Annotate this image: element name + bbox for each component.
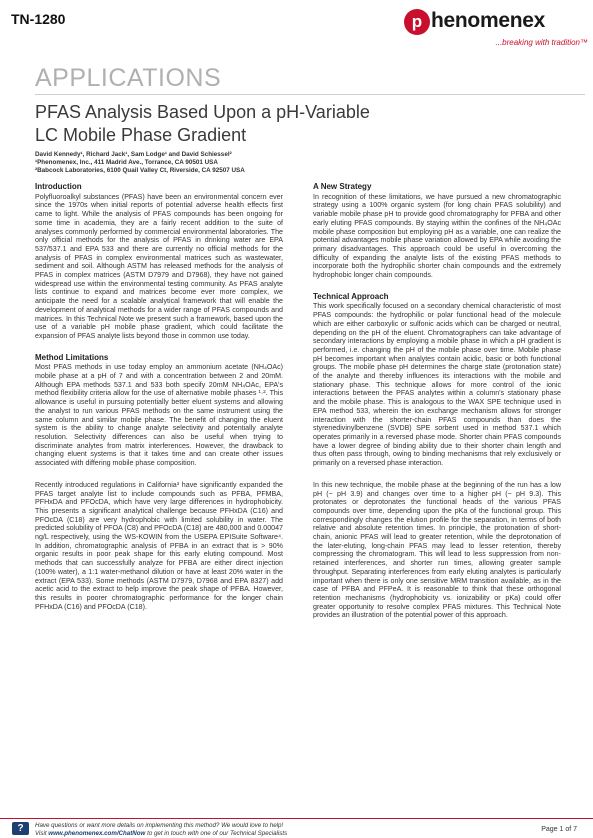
affiliation-2: ²Babcock Laboratories, 6100 Quail Valley Ct, Riverside, CA 92507 USA [35, 167, 245, 174]
title-line-2: LC Mobile Phase Gradient [35, 125, 247, 145]
chat-now-link[interactable]: www.phenomenex.com/ChatNow [48, 829, 146, 837]
strategy-heading: A New Strategy [313, 182, 372, 191]
footer-line-2-rest: to get in touch with one of our Technical Specialists [145, 829, 288, 837]
strategy-paragraph: In recognition of these limitations, we have pursued a new chromatographic strategy using a 100% organic system (for long chain PFAS solubility) and variable mobile phase pH to provide good chromatography for PFBA and other early eluting PFAS compounds. By staying within the confines of the NH₄OAc mobile phase composition but employing pH as a variable, one can realize the potential advantages mobile phase variation allowed by EPA while avoiding the primary disadvantages. This approach could be useful in overcoming the difficulty of expanding the analyte lists of the existing PFAS methods to incorporate both the hydrophilic shorter chain compounds and the extremely hydrophobic longer chain compounds. [313, 192, 561, 280]
technique-paragraph: In this new technique, the mobile phase at the beginning of the run has a low pH (~ pH 3.9) and changes over time to a higher pH (~ pH 9.3). This protonates or deprotonates the functional heads of the various PFAS compounds over time, depending upon the pKa of the functional group. This correspondingly changes the elution profile for the separation, in terms of both relative and absolute retention times. In principle, the protonation of short-chain, anionic PFAS will lead to greater retention, while the deprotonation of the later-eluting, long-chain PFAS may lead to lesser retention, thereby compressing the chromatogram. This will lead to less suppression from non-retained interferences, and shorter run times, allowing greater sample throughput. Separating interferences from early eluting analytes is particularly important when there is only one sensitive MRM transition available, as in the case of PFBA and PFPeA. It is reasonable to think that these orthogonal retention mechanisms (hydrophobicity vs. ionizability or pKa) could offer greater opportunity to resolve complex PFAS mixtures. This Technical Note provides an illustration of the potential power of this approach. [313, 480, 561, 620]
logo-mark: p [404, 9, 430, 35]
help-icon: ? [12, 822, 29, 835]
title-line-1: PFAS Analysis Based Upon a pH-Variable [35, 102, 370, 122]
page-number: Page 1 of 7 [541, 826, 577, 833]
limitations-paragraph: Most PFAS methods in use today employ an ammonium acetate (NH₄OAc) mobile phase at a pH of 7 and with a concentration between 2 and 20mM. Although EPA methods 537.1 and 533 both specify 20mM NH₄OAc, EPA's method flexibility criteria allow for the use of alternative mobile phases ¹·². This allowance is useful in pursuing potentially better eluent systems and allowing the analyst to run various PFAS methods on the same instrument using the same column and similar mobile phase. The benefit of changing the eluent system is the ability to change analyte selectivity and potentially analyte resolution. Selectivity differences can also be useful when trying to discriminate analytes from matrix interferences. However, the drawback to changing eluent systems is that it takes time and can create other issues associated with differing mobile phase composition. [35, 363, 283, 468]
doc-id: TN-1280 [11, 11, 66, 27]
phenomenex-logo[interactable] [404, 8, 590, 58]
logo-word: henomenex [431, 9, 545, 32]
footer-text [35, 822, 287, 837]
author-names: David Kennedy¹, Richard Jack¹, Sam Lodge¹ and David Schiessel² [35, 151, 232, 158]
limitations-heading: Method Limitations [35, 352, 109, 362]
california-paragraph: Recently introduced regulations in California³ have significantly expanded the PFAS target analyte list to include compounds such as PFBA, PFMBA, PFHxDA and PFOcDA, which have very large differences in hydrophobicity. This presents a significant analytical challenge because PFHxDA (C16) and PFOcDA (C18) are very hydrophobic with limited solubility in water. The predicted solubility of PFOA (C8) and PFOcDA (C18) are 480,000 and 0.00047 ng/L respectively, using the WS-KOWIN from the USEPA EPISuite Software⁴. In addition, chromatographic analysis of PFBA in an extract that is > 90% organic results in poor peak shape for this early eluting compound. Most methods that can successfully analyze for PFBA are either direct injection (100% water), a 1:1 water-methanol dilution or have at least 20% water in the extract (EPA 533). Some methods (ASTM D7979, D7968 and EPA 8327) add acetic acid to the extract to help improve the peak shape of PFBA. However, this results in poorer chromatographic performance for the longer chain PFHxDA (C16) and PFOcDA (C18). [35, 480, 283, 611]
header-bar [0, 0, 593, 8]
logo-tagline: ...breaking with tradition™ [495, 38, 588, 47]
approach-paragraph: This work specifically focused on a secondary chemical characteristic of most PFAS compounds: the hydrophilic or polar functional head of the molecule which are either carboxylic or sulfonic acids which can be charged or neutral, depending on the pH of the eluent. Chromatographers can take advantage of secondary interactions by employing a mobile phase in which a pH gradient is performed, i.e. changing the pH of the mobile phase over time. Mobile phase pH becomes important when analytes contain acidic, basic or both functional groups. The mobile phase pH determines the charge state (protonation state) of the analyte and thereby influences its interactions with the mobile and stationary phase. This technique allows for more control of the ionic interactions between the PFAS analytes within a column's stationary phase and the mobile phase. This is analogous to the WAX SPE technique used in EPA method 533, wherein the ion exchange mechanism allows for stronger interaction with the shorter-chain PFAS compounds than does the styrenedivinylbenzene (SVDB) SPE sorbent used in method 537.1 which operates primarily in a reversed phase mode. Shorter chain PFAS compounds have a lower degree of binding ability due to their shorter chain length and thus often pass through, owing to binding mechanisms that rely exclusively or primarily on a reversed phase interaction. [313, 302, 561, 468]
left-column [35, 183, 283, 620]
authors-block [35, 151, 245, 175]
header-divider [35, 94, 585, 95]
right-column [313, 183, 561, 629]
intro-heading: Introduction [35, 182, 82, 191]
footer-line-1: Have questions or want more details on implementing this method? We would love to help! [35, 822, 284, 829]
page-title [35, 101, 575, 147]
affiliation-1: ¹Phenomenex, Inc., 411 Madrid Ave., Torrance, CA 90501 USA [35, 159, 218, 166]
footer-line-2 [35, 830, 287, 838]
footer-divider [0, 818, 593, 819]
approach-heading: Technical Approach [313, 291, 389, 301]
footer-visit: Visit [35, 829, 49, 837]
section-label: APPLICATIONS [35, 64, 222, 92]
intro-paragraph: Polyfluoroalkyl substances (PFAS) have been an environmental concern ever since the 1970s when initial reports of potential adverse health effects first came to light. While the analysis of PFAS compounds has been ongoing for some time in academia, they are a fairly recent addition to the suite of analyses commonly performed by commercial environmental laboratories. The only official methods for the analysis of PFAS in drinking water are EPA 537/537.1 and EPA 533 and there are currently no official methods for the analysis of PFAS in complex environmental matrices such as wastewater, sediment and soil. Although ASTM has released methods for the analysis of PFAS in complex matrices (ASTM D7979 and D7968), they have not gained widespread use within the environmental testing community. As PFAS analyte lists continue to expand and matrices become ever more complex, we anticipate the need for a scalable analytical framework that will enable the development of analytical methods for a wider range of PFAS compounds and matrices. In this Technical Note we present such a framework, based upon the use of a variable pH mobile phase gradient, which could facilitate the expansion of PFAS analyte lists beyond those in common use today. [35, 192, 283, 340]
